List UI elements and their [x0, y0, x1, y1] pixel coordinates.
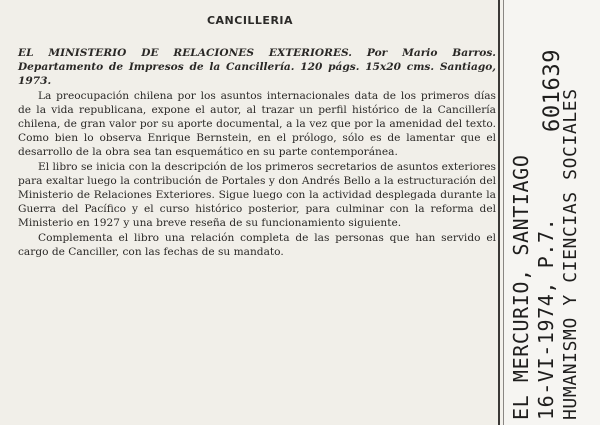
section-heading: CANCILLERIA — [206, 14, 294, 27]
category-note: HUMANISMO Y CIENCIAS SOCIALES — [560, 88, 581, 420]
clipping-edge — [498, 0, 500, 425]
date-page-note: 16-VI-1974, P.7. — [534, 217, 558, 420]
reference-number: 601639 — [540, 48, 565, 132]
article-body — [18, 46, 496, 259]
source-note: EL MERCURIO, SANTIAGO — [509, 154, 533, 420]
article-paragraph-1: La preocupación chilena por los asuntos internacionales data de los primeros días de la vida republicana, expone el autor, al trazar un perfil histórico de la Cancillería chilena, de gran valor por su aporte documental, a la vez que por la amenidad del texto. Como bien lo observa Enrique Bernstein, en el prólogo, sólo es de lamentar que el desarrollo de la obra sea tan esquemático en su parte contemporánea. — [18, 89, 496, 159]
article-paragraph-2: El libro se inicia con la descripción de los primeros secretarios de asuntos exteriores para exaltar luego la contribución de Portales y don Andrés Bello a la estructuración del Ministerio de Relaciones Exteriores. Sigue luego con la actividad desplegada durante la Guerra del Pacífico y el curso histórico posterior, para culminar con la reforma del Ministerio en 1927 y una breve reseña de su funcionamiento siguiente. — [18, 160, 496, 230]
book-citation: EL MINISTERIO DE RELACIONES EXTERIORES. Por Mario Barros. Departamento de Impresos de la Cancillería. 120 págs. 15x20 cms. Santiago, 1973. — [18, 47, 496, 88]
article-paragraph-3: Complementa el libro una relación completa de las personas que han servido el cargo de Canciller, con las fechas de su mandato. — [18, 231, 496, 258]
